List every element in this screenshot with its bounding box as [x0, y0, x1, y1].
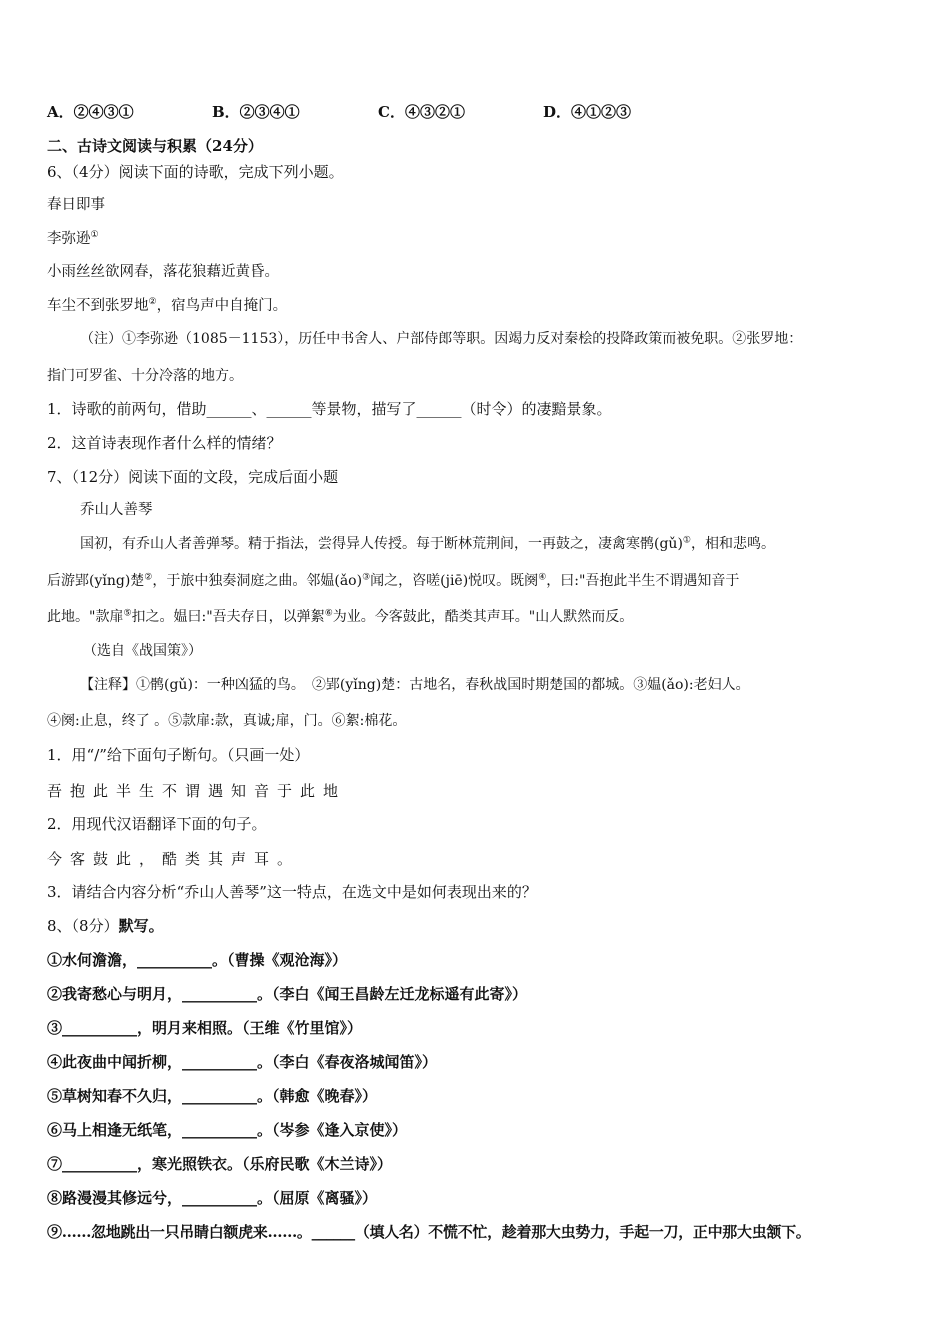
- q7-title: 乔山人善琴: [80, 502, 153, 518]
- q7-notes-line2: ④阕:止息，终了 。⑤款扉:款，真诚;扉，门。⑥絮:棉花。: [47, 713, 407, 729]
- q7-sub1-text: 吾抱此半生不谓遇知音于此地: [47, 782, 347, 800]
- q7-p2-note2: ②: [144, 572, 153, 583]
- q7-para-line3: [47, 607, 633, 627]
- option-b: B．②③④①: [212, 103, 300, 121]
- q8-item: ⑤草树知春不久归，__________。（韩愈《晚春》）: [47, 1087, 378, 1105]
- q7-para-line2: [47, 571, 739, 591]
- q7-sub3: 3．请结合内容分析“乔山人善琴”这一特点，在选文中是如何表现出来的？: [47, 883, 537, 901]
- q6-line2-note: ②: [148, 297, 157, 308]
- q6-sub1: 1．诗歌的前两句，借助______、______等景物，描写了______（时令）的凄黯景象。: [47, 400, 612, 418]
- q6-author-note: ①: [90, 230, 99, 241]
- q6-line2-b: ，宿鸟声中自掩门。: [156, 298, 288, 314]
- q6-poem-line1: 小雨丝丝欲网春，落花狼藉近黄昏。: [47, 264, 279, 280]
- q6-line2-a: 车尘不到张罗地: [47, 298, 149, 314]
- q7-sub2-text: 今客鼓此，酷类其声耳。: [47, 850, 301, 868]
- q7-p2-note4: ④: [538, 572, 547, 583]
- q7-para-line1: [80, 534, 775, 554]
- option-a: A．②④③①: [47, 103, 134, 121]
- q7-sub1: 1．用“/”给下面句子断句。（只画一处）: [47, 746, 310, 764]
- q7-p3-note5: ⑤: [123, 608, 132, 619]
- q7-p1-note1: ①: [682, 535, 691, 546]
- q8-item: ③__________，明月来相照。（王维《竹里馆》）: [47, 1019, 363, 1037]
- q8-item: ①水何澹澹，__________。（曹操《观沧海》）: [47, 951, 348, 969]
- q7-p3-note6: ⑥: [324, 608, 333, 619]
- q7-p3-c: 为业。今客鼓此，酷类其声耳。"山人默然而反。: [332, 609, 634, 625]
- q7-p2-b: ，于旅中独奏洞庭之曲。邻媪(ǎo): [152, 573, 363, 589]
- q8-intro: [47, 916, 164, 936]
- q6-author-name: 李弥逊: [47, 231, 91, 247]
- q8-item: ⑨……忽地跳出一只吊睛白额虎来……。______（填人名）不慌不忙，趁着那大虫势力，手起一刀，正中那大虫颔下。: [47, 1223, 811, 1241]
- q7-source: （选自《战国策》）: [83, 643, 202, 659]
- q7-p3-b: 扣之。媪曰:"吾夫存日，以弹絮: [131, 609, 325, 625]
- q7-p1-a: 国初，有乔山人者善弹琴。精于指法，尝得异人传授。每于断林荒荆间，一再鼓之，凄禽寒鹘(gǔ): [80, 536, 683, 552]
- option-c: C．④③②①: [378, 103, 465, 121]
- q8-intro-text: 8、（8分）: [47, 917, 119, 935]
- q6-poem-line2: [47, 296, 287, 316]
- q7-p1-b: ，相和悲鸣。: [690, 536, 775, 552]
- q7-p2-a: 后游郢(yǐng)楚: [47, 573, 145, 589]
- q7-p2-c: 闻之，咨嗟(jiē)悦叹。既阕: [370, 573, 539, 589]
- q6-intro: 6、（4分）阅读下面的诗歌，完成下列小题。: [47, 163, 344, 181]
- q6-sub2: 2．这首诗表现作者什么样的情绪？: [47, 434, 282, 452]
- q7-p2-note3: ③: [362, 572, 371, 583]
- q8-item: ⑧路漫漫其修远兮，__________。（屈原《离骚》）: [47, 1189, 378, 1207]
- q6-poem-title: 春日即事: [47, 197, 105, 213]
- q6-author: [47, 229, 99, 249]
- q8-item: ⑦__________，寒光照铁衣。（乐府民歌《木兰诗》）: [47, 1155, 393, 1173]
- q7-notes-line1: 【注释】①鹘(gǔ)：一种凶猛的鸟。 ②郢(yǐng)楚：古地名，春秋战国时期楚国的都城。③媪(ǎo):老妇人。: [80, 677, 750, 693]
- q7-intro: 7、（12分）阅读下面的文段，完成后面小题: [47, 468, 339, 486]
- q8-item: ④此夜曲中闻折柳，__________。（李白《春夜洛城闻笛》）: [47, 1053, 438, 1071]
- q8-item: ②我寄愁心与明月，__________。（李白《闻王昌龄左迁龙标遥有此寄》）: [47, 985, 528, 1003]
- q8-item: ⑥马上相逢无纸笔，__________。（岑参《逢入京使》）: [47, 1121, 408, 1139]
- q7-p3-a: 此地。"款扉: [47, 609, 124, 625]
- q6-note-line2: 指门可罗雀、十分冷落的地方。: [47, 368, 243, 384]
- q7-sub2: 2．用现代汉语翻译下面的句子。: [47, 815, 267, 833]
- q6-note-line1: （注）①李弥逊（1085－1153），历任中书舍人、户部侍郎等职。因竭力反对秦桧的投降政策而被免职。②张罗地：: [80, 331, 803, 347]
- q8-intro-bold: 默写。: [118, 917, 164, 935]
- q7-p2-d: ，曰:"吾抱此半生不谓遇知音于: [546, 573, 740, 589]
- option-d: D．④①②③: [543, 103, 632, 121]
- section-heading: 二、古诗文阅读与积累（24分）: [47, 137, 263, 155]
